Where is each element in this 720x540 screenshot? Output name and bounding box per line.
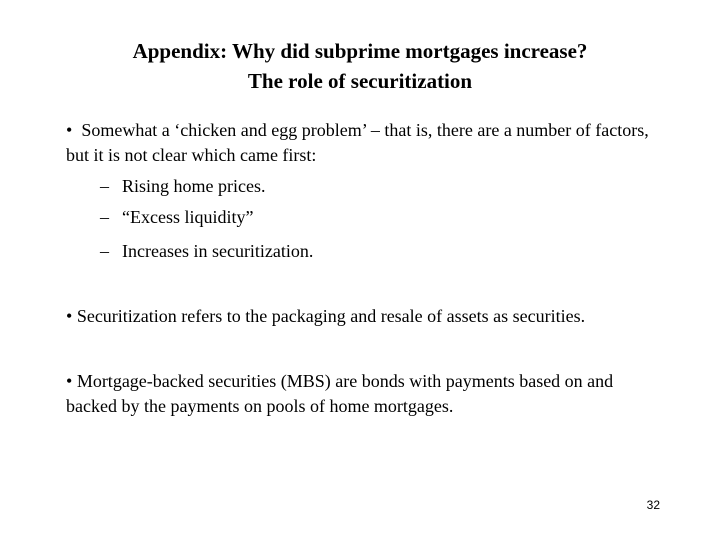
sub-item-excess-liquidity bbox=[100, 205, 253, 230]
slide-title-line-1: Appendix: Why did subprime mortgages increase? bbox=[132, 39, 588, 63]
dash-marker: – bbox=[100, 207, 109, 227]
sub-item-text: Increases in securitization. bbox=[122, 241, 314, 261]
bullet-text: Somewhat a ‘chicken and egg problem’ – that is, there are a number of factors, but it is not clear which came first: bbox=[66, 120, 649, 165]
bullet-mbs-definition bbox=[66, 369, 666, 419]
dash-marker: – bbox=[100, 241, 109, 261]
bullet-marker: • bbox=[66, 120, 73, 140]
bullet-marker: • bbox=[66, 371, 73, 391]
bullet-text: Securitization refers to the packaging and resale of assets as securities. bbox=[76, 306, 586, 326]
slide-title bbox=[0, 36, 720, 96]
dash-marker: – bbox=[100, 176, 109, 196]
bullet-securitization-definition bbox=[66, 304, 686, 329]
sub-item-securitization bbox=[100, 239, 313, 264]
bullet-marker: • bbox=[66, 306, 73, 326]
sub-item-text: Rising home prices. bbox=[122, 176, 266, 196]
slide-title-line-2: The role of securitization bbox=[247, 69, 473, 93]
bullet-text: Mortgage-backed securities (MBS) are bonds with payments based on and backed by the payments on pools of home mortgages. bbox=[66, 371, 614, 416]
bullet-chicken-and-egg bbox=[66, 118, 666, 168]
sub-item-text: “Excess liquidity” bbox=[122, 207, 254, 227]
page-number: 32 bbox=[646, 498, 660, 512]
sub-item-rising-home-prices bbox=[100, 174, 265, 199]
